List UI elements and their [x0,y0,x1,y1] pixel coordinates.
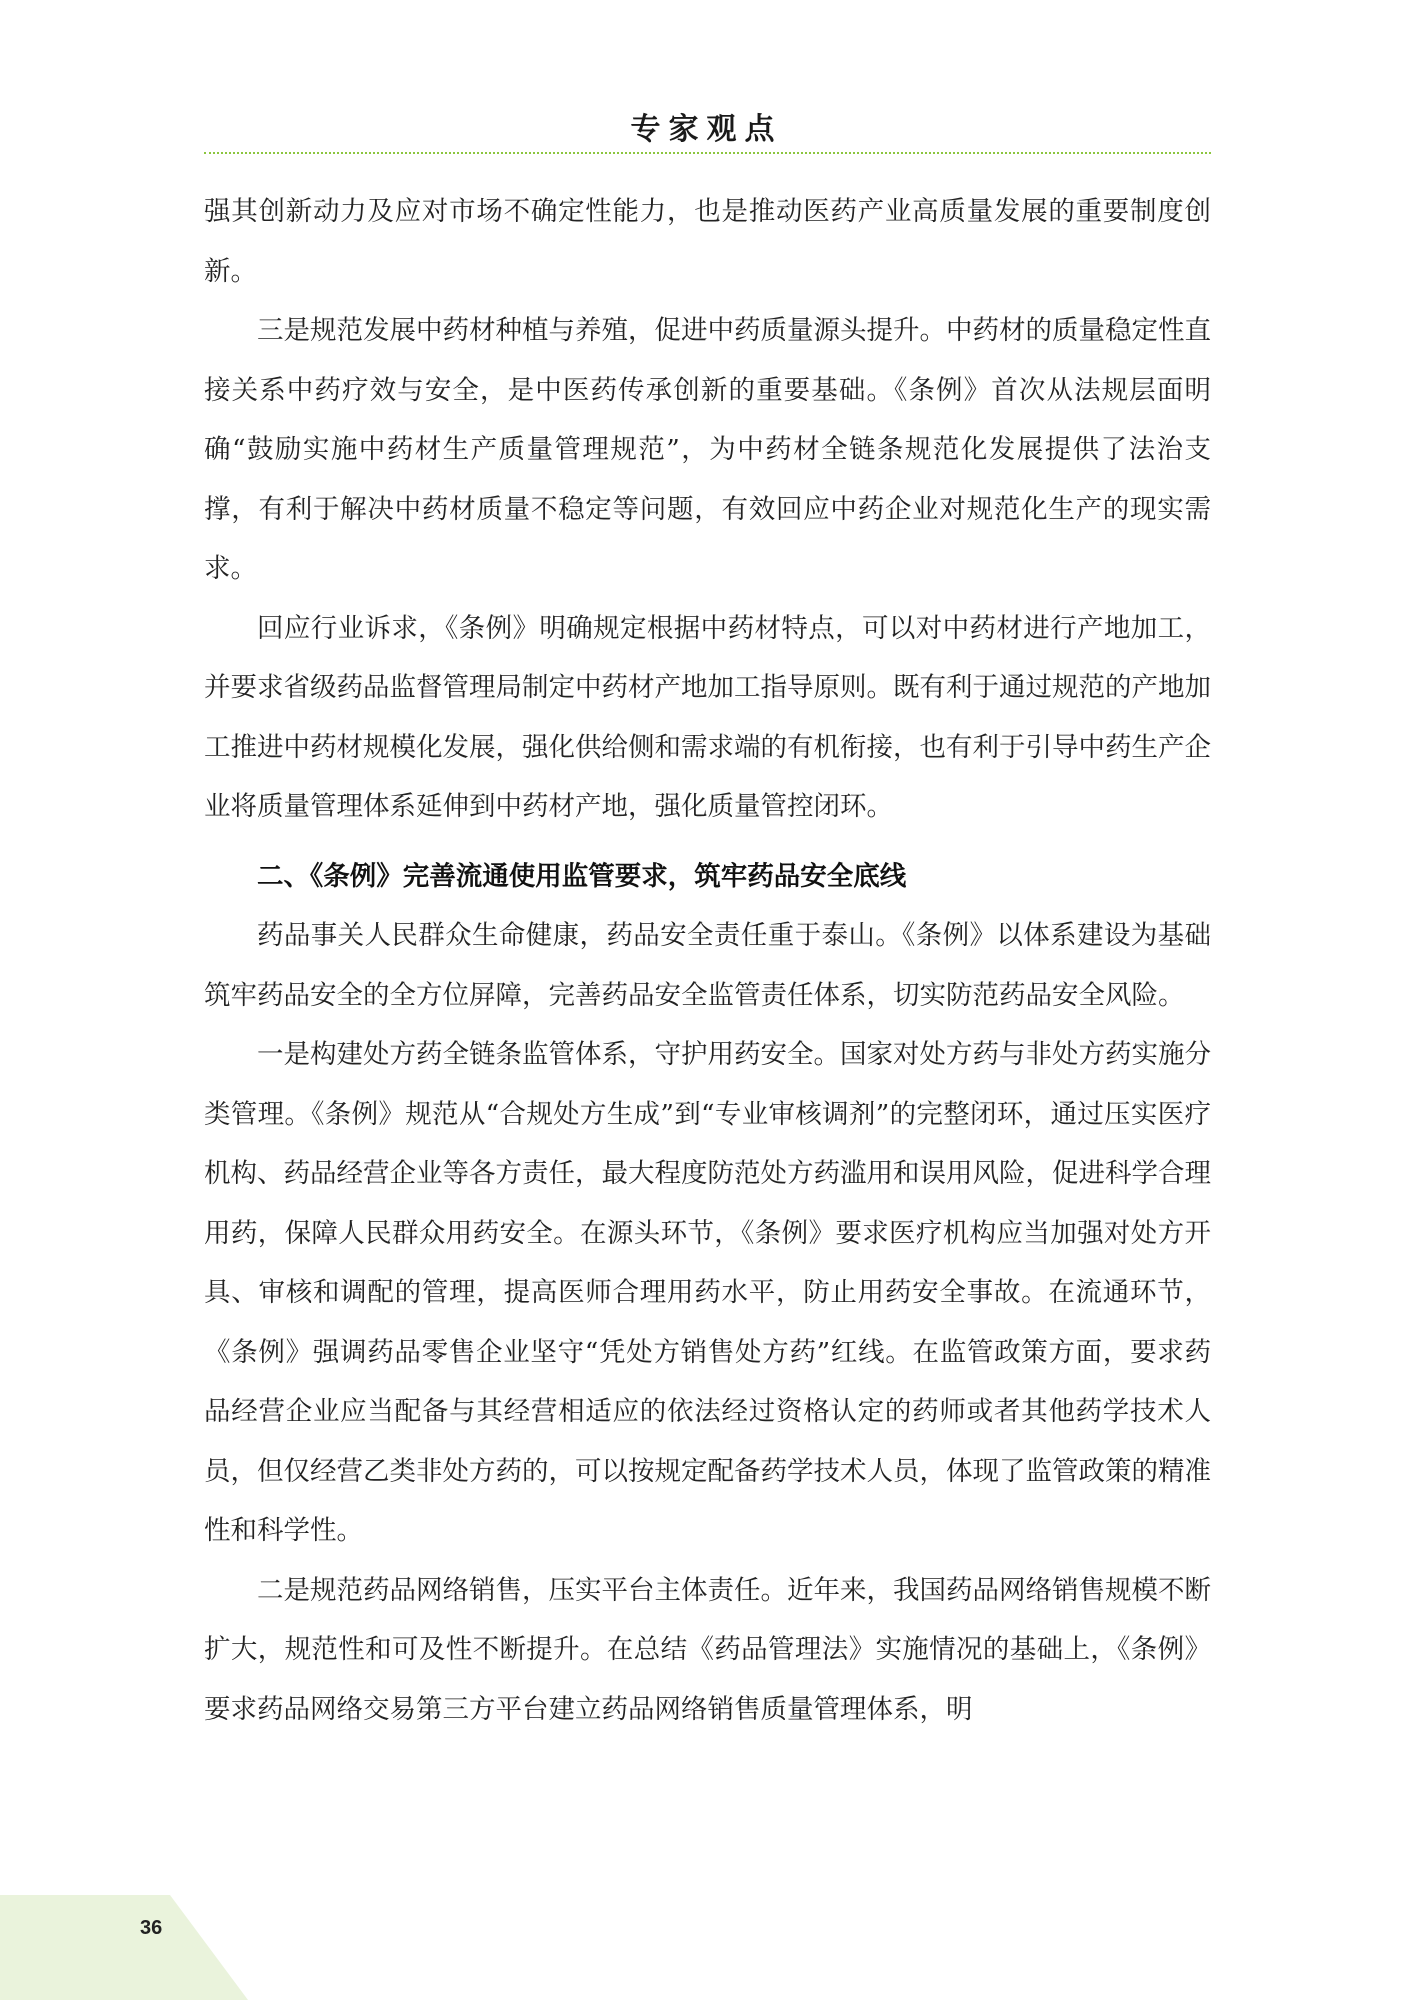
paragraph: 一是构建处方药全链条监管体系，守护用药安全。国家对处方药与非处方药实施分类管理。《条例》规范从“合规处方生成”到“专业审核调剂”的完整闭环，通过压实医疗机构、药品经营企业等各方责任，最大程度防范处方药滥用和误用风险，促进科学合理用药，保障人民群众用药安全。在源头环节，《条例》要求医疗机构应当加强对处方开具、审核和调配的管理，提高医师合理用药水平，防止用药安全事故。在流通环节，《条例》强调药品零售企业坚守“凭处方销售处方药”红线。在监管政策方面，要求药品经营企业应当配备与其经营相适应的依法经过资格认定的药师或者其他药学技术人员，但仅经营乙类非处方药的，可以按规定配备药学技术人员，体现了监管政策的精准性和科学性。 [204,1039,1211,1546]
page-header-title: 专家观点 [630,112,783,147]
paragraph: 二是规范药品网络销售，压实平台主体责任。近年来，我国药品网络销售规模不断扩大，规范性和可及性不断提升。在总结《药品管理法》实施情况的基础上，《条例》要求药品网络交易第三方平台建立药品网络销售质量管理体系，明 [204,1574,1211,1725]
paragraph: 药品事关人民群众生命健康，药品安全责任重于泰山。《条例》以体系建设为基础筑牢药品安全的全方位屏障，完善药品安全监管责任体系，切实防范药品安全风险。 [204,920,1211,1011]
paragraph: 三是规范发展中药材种植与养殖，促进中药质量源头提升。中药材的质量稳定性直接关系中药疗效与安全，是中医药传承创新的重要基础。《条例》首次从法规层面明确“鼓励实施中药材生产质量管理规范”，为中药材全链条规范化发展提供了法治支撑，有利于解决中药材质量不稳定等问题，有效回应中药企业对规范化生产的现实需求。 [204,315,1211,584]
page-corner-tab [0,1895,248,2000]
page-number: 36 [140,1917,163,1939]
article-body [204,182,1211,1739]
header-divider [204,152,1211,154]
section-heading: 二、《条例》完善流通使用监管要求，筑牢药品安全底线 [257,860,907,892]
paragraph: 回应行业诉求，《条例》明确规定根据中药材特点，可以对中药材进行产地加工，并要求省级药品监督管理局制定中药材产地加工指导原则。既有利于通过规范的产地加工推进中药材规模化发展，强化供给侧和需求端的有机衔接，也有利于引导中药生产企业将质量管理体系延伸到中药材产地，强化质量管控闭环。 [204,612,1211,822]
paragraph-continued: 强其创新动力及应对市场不确定性能力，也是推动医药产业高质量发展的重要制度创新。 [204,196,1211,287]
